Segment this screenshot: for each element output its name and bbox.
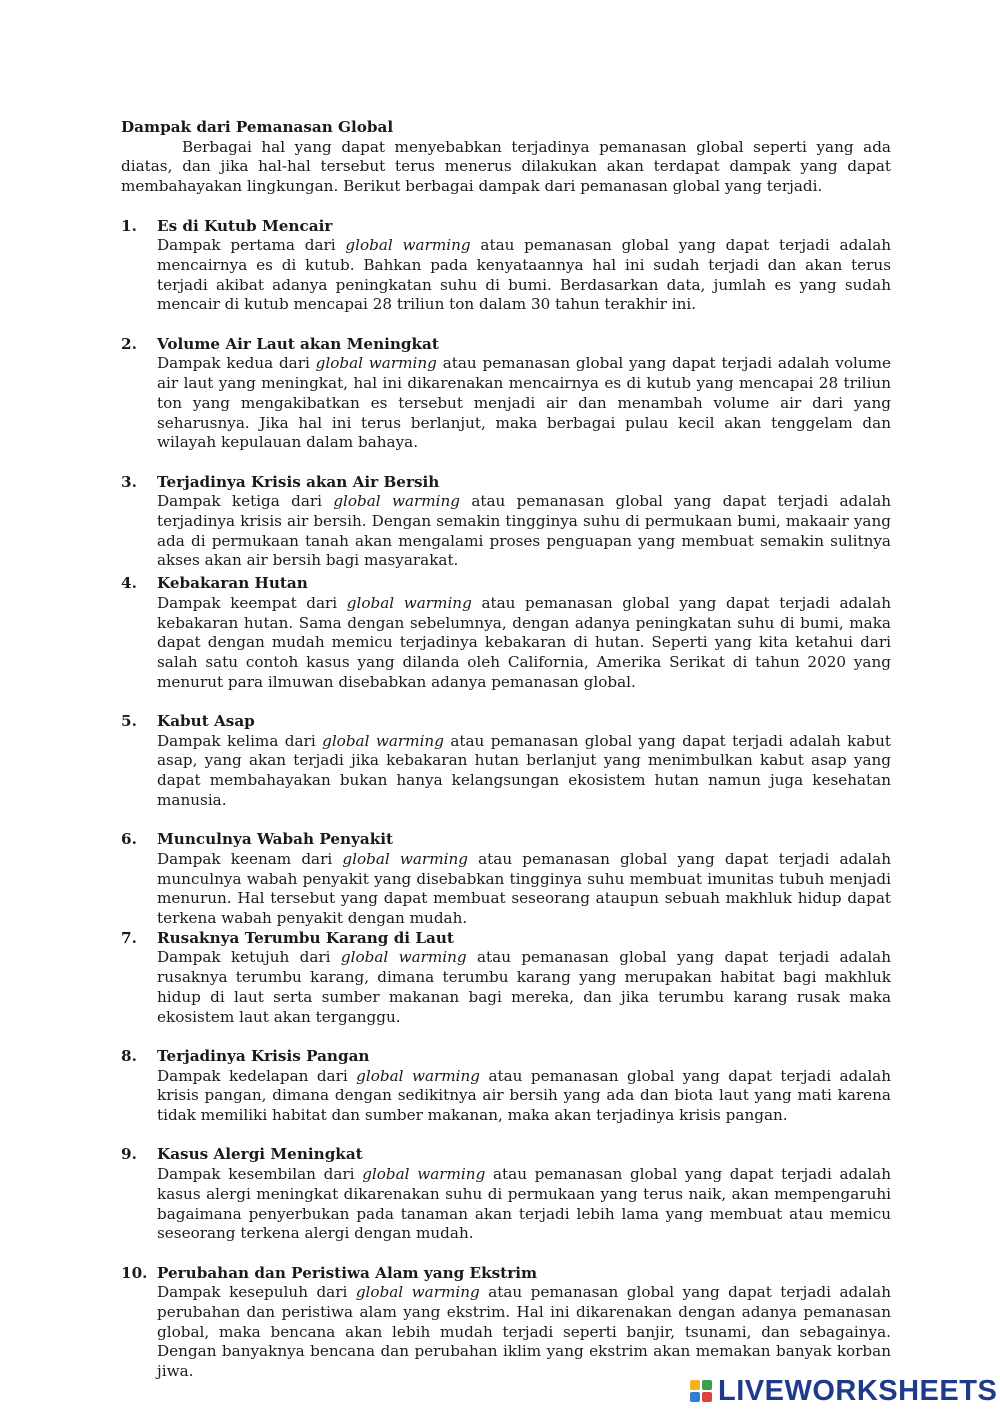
item-title: Es di Kutub Mencair (157, 216, 333, 235)
item-body: Dampak ketiga dari global warming atau pemanasan global yang dapat terjadi adalah terjadinya krisis air bersih. Dengan semakin tingginya suhu di permukaan bumi, makaair yang ada di permukaan tanah akan mengalami proses penguapan yang membuat semakin sulitnya akses akan air bersih bagi masyarakat. (157, 492, 892, 570)
item-number: 8. (121, 1046, 137, 1065)
item-title: Perubahan dan Peristiwa Alam yang Ekstrim (157, 1263, 538, 1282)
item-title: Volume Air Laut akan Meningkat (157, 334, 439, 353)
item-title: Munculnya Wabah Penyakit (157, 830, 394, 849)
item-body: Dampak pertama dari global warming atau pemanasan global yang dapat terjadi adalah mencairnya es di kutub. Bahkan pada kenyataannya hal ini sudah terjadi dan akan terus terjadi akibat adanya peningkatan suhu di bumi. Berdasarkan data, jumlah es yang sudah mencair di kutub mencapai 28 triliun ton dalam 30 tahun terakhir ini. (157, 236, 892, 314)
item-body: Dampak kedua dari global warming atau pemanasan global yang dapat terjadi adalah volume air laut yang meningkat, hal ini dikarenakan mencairnya es di kutub yang mencapai 28 triliun ton yang mengakibatkan es tersebut menjadi air dan menambah volume air dari yang seharusnya. Jika hal ini terus berlanjut, maka berbagai pulau kecil akan tenggelam dan wilayah kepulauan dalam bahaya. (157, 354, 892, 452)
logo-grid-icon (690, 1380, 712, 1402)
item-body: Dampak keenam dari global warming atau pemanasan global yang dapat terjadi adalah munculnya wabah penyakit yang disebabkan tingginya suhu membuat imunitas tubuh menjadi menurun. Hal tersebut yang dapat membuat seseorang ataupun sebuah makhluk hidup dapat terkena wabah penyakit dengan mudah. (157, 849, 892, 928)
item-title: Terjadinya Krisis Pangan (157, 1046, 370, 1065)
list-item (121, 712, 891, 811)
list-item (121, 929, 891, 1028)
item-number: 7. (121, 928, 137, 947)
list-item (121, 1145, 891, 1244)
liveworksheets-logo[interactable] (690, 1374, 997, 1408)
item-body: Dampak ketujuh dari global warming atau pemanasan global yang dapat terjadi adalah rusaknya terumbu karang, dimana terumbu karang yang merupakan habitat bagi makhluk hidup di laut serta sumber makanan bagi mereka, dan jika terumbu karang rusak maka ekosistem laut akan terganggu. (157, 948, 892, 1026)
item-body: Dampak kedelapan dari global warming atau pemanasan global yang dapat terjadi adalah krisis pangan, dimana dengan sedikitnya air bersih yang ada dan biota laut yang mati karena tidak memiliki habitat dan sumber makanan, maka akan terjadinya krisis pangan. (157, 1066, 892, 1125)
item-number: 3. (121, 472, 137, 491)
list-item (121, 217, 891, 316)
item-title: Kebakaran Hutan (157, 574, 308, 593)
item-body: Dampak kesepuluh dari global warming atau pemanasan global yang dapat terjadi adalah perubahan dan peristiwa alam yang ekstrim. Hal ini dikarenakan dengan adanya pemanasan global, maka bencana akan lebih mudah terjadi seperti banjir, tsunami, dan sebagainya. Dengan banyaknya bencana dan perubahan iklim yang ekstrim akan memakan banyak korban jiwa. (157, 1283, 891, 1381)
list-item (121, 473, 891, 572)
item-number: 5. (121, 712, 137, 731)
list-item (121, 574, 891, 692)
item-number: 6. (121, 830, 137, 849)
logo-text: LIVEWORKSHEETS (718, 1374, 998, 1407)
document-heading: Dampak dari Pemanasan Global (121, 118, 394, 136)
item-title: Rusaknya Terumbu Karang di Laut (157, 928, 454, 947)
item-body: Dampak keempat dari global warming atau pemanasan global yang dapat terjadi adalah kebakaran hutan. Sama dengan sebelumnya, dengan adanya peningkatan suhu di bumi, maka dapat dengan mudah memicu terjadinya kebakaran di hutan. Seperti yang kita ketahui dari salah satu contoh kasus yang dilanda oleh California, Amerika Serikat di tahun 2020 yang menurut para ilmuwan disebabkan adanya pemanasan global. (157, 593, 892, 691)
document-page (121, 118, 891, 1382)
item-title: Kabut Asap (157, 712, 255, 731)
list-item (121, 1047, 891, 1126)
item-title: Terjadinya Krisis akan Air Bersih (157, 472, 440, 491)
item-number: 1. (121, 216, 137, 235)
item-number: 4. (121, 574, 137, 593)
list-item (121, 830, 891, 929)
impact-list (121, 217, 891, 1382)
item-number: 2. (121, 334, 137, 353)
item-title: Kasus Alergi Meningkat (157, 1145, 363, 1164)
item-number: 9. (121, 1145, 137, 1164)
list-item (121, 335, 891, 453)
item-number: 10. (121, 1263, 148, 1282)
list-item (121, 1264, 891, 1382)
intro-paragraph: Berbagai hal yang dapat menyebabkan terjadinya pemanasan global seperti yang ada diatas, dan jika hal-hal tersebut terus menerus dilakukan akan terdapat dampak yang dapat membahayakan lingkungan. Berikut berbagai dampak dari pemanasan global yang terjadi. (121, 137, 891, 196)
item-body: Dampak kesembilan dari global warming atau pemanasan global yang dapat terjadi adalah kasus alergi meningkat dikarenakan suhu di permukaan yang terus naik, akan mempengaruhi bagaimana penyerbukan pada tanaman akan terjadi lebih lama yang membuat atau memicu seseorang terkena alergi dengan mudah. (157, 1165, 892, 1243)
item-body: Dampak kelima dari global warming atau pemanasan global yang dapat terjadi adalah kabut asap, yang akan terjadi jika kebakaran hutan berlanjut yang menimbulkan kabut asap yang dapat membahayakan bukan hanya kelangsungan ekosistem hutan namun juga kesehatan manusia. (157, 731, 892, 809)
